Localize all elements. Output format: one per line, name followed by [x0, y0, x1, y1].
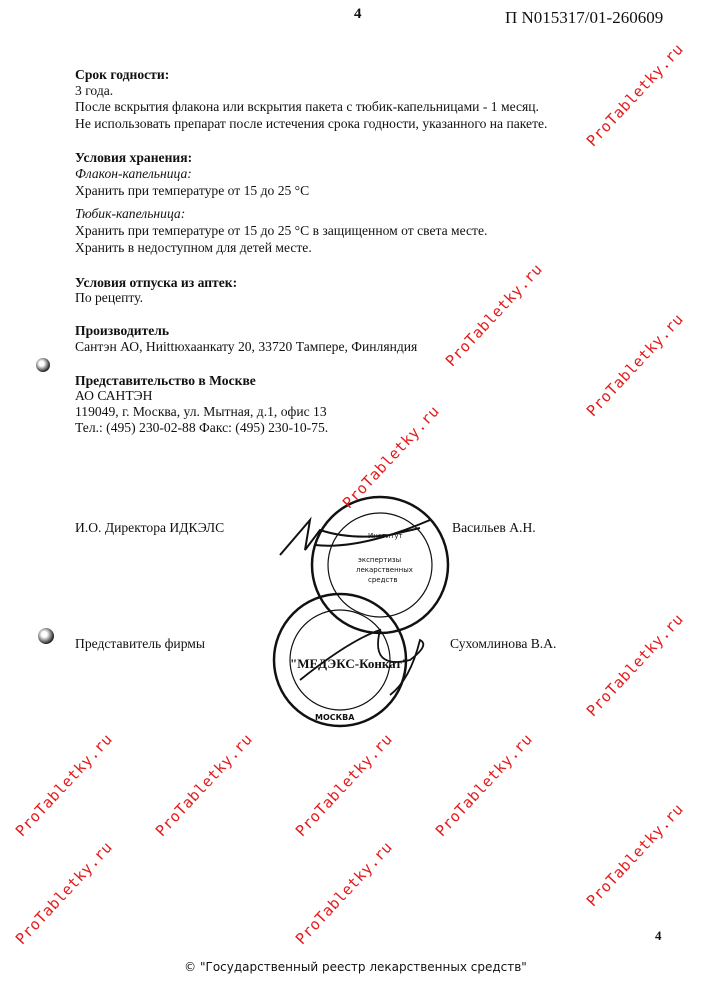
moscow-office-line: Тел.: (495) 230-02-88 Факс: (495) 230-10-75.	[75, 420, 329, 435]
svg-text:МОСКВА: МОСКВА	[315, 713, 355, 722]
watermark: ProTabletky.ru	[582, 310, 688, 420]
watermark: ProTabletky.ru	[151, 730, 257, 840]
watermark: ProTabletky.ru	[582, 800, 688, 910]
storage-line: Хранить при температуре от 15 до 25 °С	[75, 183, 310, 198]
director-name: Васильев А.Н.	[452, 520, 536, 535]
watermark: ProTabletky.ru	[11, 730, 117, 840]
document-number: П N015317/01-260609	[505, 8, 664, 27]
page-number-top: 4	[354, 6, 362, 22]
dispensing-title: Условия отпуска из аптек:	[75, 275, 238, 290]
stamp-medeks	[274, 594, 409, 726]
punch-hole-mark	[36, 358, 50, 372]
storage-subtitle: Флакон-капельница:	[75, 166, 192, 181]
watermark: ProTabletky.ru	[431, 730, 537, 840]
manufacturer-line: Сантэн АО, Ниittюхаанкату 20, 33720 Тампере, Финляндия	[75, 339, 418, 354]
watermark: ProTabletky.ru	[291, 730, 397, 840]
representative-name: Сухомлинова В.А.	[450, 636, 557, 651]
shelf-life-line: 3 года.	[75, 83, 114, 98]
dispensing-line: По рецепту.	[75, 290, 144, 305]
storage-title: Условия хранения:	[75, 150, 193, 165]
svg-text:Институт: Институт	[368, 532, 403, 540]
moscow-office-title: Представительство в Москве	[75, 373, 256, 388]
stamps-and-signatures	[260, 480, 460, 730]
svg-text:средств: средств	[368, 576, 398, 584]
svg-text:экспертизы: экспертизы	[358, 556, 402, 564]
watermark: ProTabletky.ru	[11, 838, 117, 948]
watermark: ProTabletky.ru	[441, 260, 547, 370]
watermark: ProTabletky.ru	[582, 40, 688, 151]
svg-text:лекарственных: лекарственных	[356, 566, 413, 574]
moscow-office-line: АО САНТЭН	[75, 388, 153, 403]
signature-director	[280, 520, 430, 555]
stamp-institute	[312, 497, 448, 633]
representative-label: Представитель фирмы	[75, 636, 206, 651]
shelf-life-line: Не использовать препарат после истечения срока годности, указанного на пакете.	[75, 116, 548, 131]
storage-line: Хранить при температуре от 15 до 25 °С в защищенном от света месте.	[75, 223, 488, 238]
moscow-office-line: 119049, г. Москва, ул. Мытная, д.1, офис 13	[75, 404, 327, 419]
footer-copyright: © "Государственный реестр лекарственных средств"	[184, 960, 527, 974]
watermark: ProTabletky.ru	[338, 402, 444, 512]
director-label: И.О. Директора ИДКЭЛС	[75, 520, 225, 535]
shelf-life-line: После вскрытия флакона или вскрытия пакета с тюбик-капельницами - 1 месяц.	[75, 99, 539, 114]
watermark: ProTabletky.ru	[291, 838, 397, 948]
svg-text:"МЕДЭКС-Конкат": "МЕДЭКС-Конкат"	[290, 656, 409, 671]
storage-line: Хранить в недоступном для детей месте.	[75, 240, 312, 255]
page-number-bottom: 4	[655, 928, 662, 943]
storage-subtitle: Тюбик-капельница:	[75, 206, 186, 221]
shelf-life-title: Срок годности:	[75, 67, 170, 82]
punch-hole-mark	[38, 628, 54, 644]
watermark: ProTabletky.ru	[582, 610, 688, 720]
manufacturer-title: Производитель	[75, 323, 170, 338]
